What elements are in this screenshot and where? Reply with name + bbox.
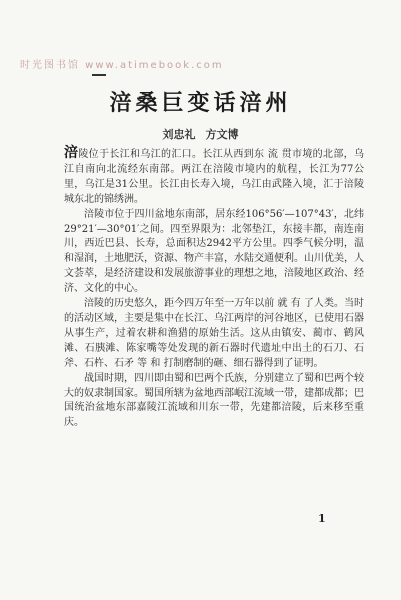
page-number: 1	[318, 512, 326, 525]
paragraph: 涪陵位于长江和乌江的汇口。长江从西到东 流 贯市境的北部，乌江自南向北流经东南部。两江在涪陵市境内的航程，长江为77公里，乌江是31公里。长江由长寿入境，乌江由武隆入境，汇于涪陵城东北的锦绣洲。	[64, 145, 365, 205]
article-title: 涪桑巨变话涪州	[109, 90, 292, 116]
paragraph: 涪陵的历史悠久，距今四万年至一万年以前 就 有 了人类。当时的活动区域，主要是集中在长江、乌江两岸的河谷地区，已使用石器从事生产，过着农耕和渔猎的原始生活。这从由镇安、蔺市、鹤风滩、石胰滩、陈家嘴等处发现的新石器时代遗址中出土的石刀、石斧、石杵、石矛 等 和 打制磨制的砸、细石器得到了证明。	[64, 298, 364, 369]
author-name: 刘忠礼	[162, 128, 196, 141]
author-name: 方文博	[205, 128, 239, 141]
paragraph: 涪陵市位于四川盆地东南部，居东经106°56′—107°43′，北纬29°21′—30°01′之间。四至界限为：北邻垫江，东接丰都，南连南川，西近巴县、长寿，总面积达2942平方公里。四季气候分明，温和湿润，土地肥沃，资源、物产丰富，水陆交通便利。山川优美，人文荟萃，是经济建设和发展旅游事业的理想之地，涪陵地区政治、经济、文化的中心。	[64, 208, 364, 295]
decorative-dash	[92, 74, 106, 76]
authors	[0, 126, 401, 142]
watermark: 时光图书馆 www.atimebook.com	[20, 60, 224, 71]
article-body	[64, 146, 364, 431]
paragraph: 战国时期，四川即由蜀和巴两个氏族，分别建立了蜀和巴两个较大的奴隶制国家。蜀国所辖为盆地西部岷江流域一带，建都成都；巴国统治盆地东部嘉陵江流域和川东一带，先建都涪陵，后来移至重庆。	[64, 372, 364, 429]
